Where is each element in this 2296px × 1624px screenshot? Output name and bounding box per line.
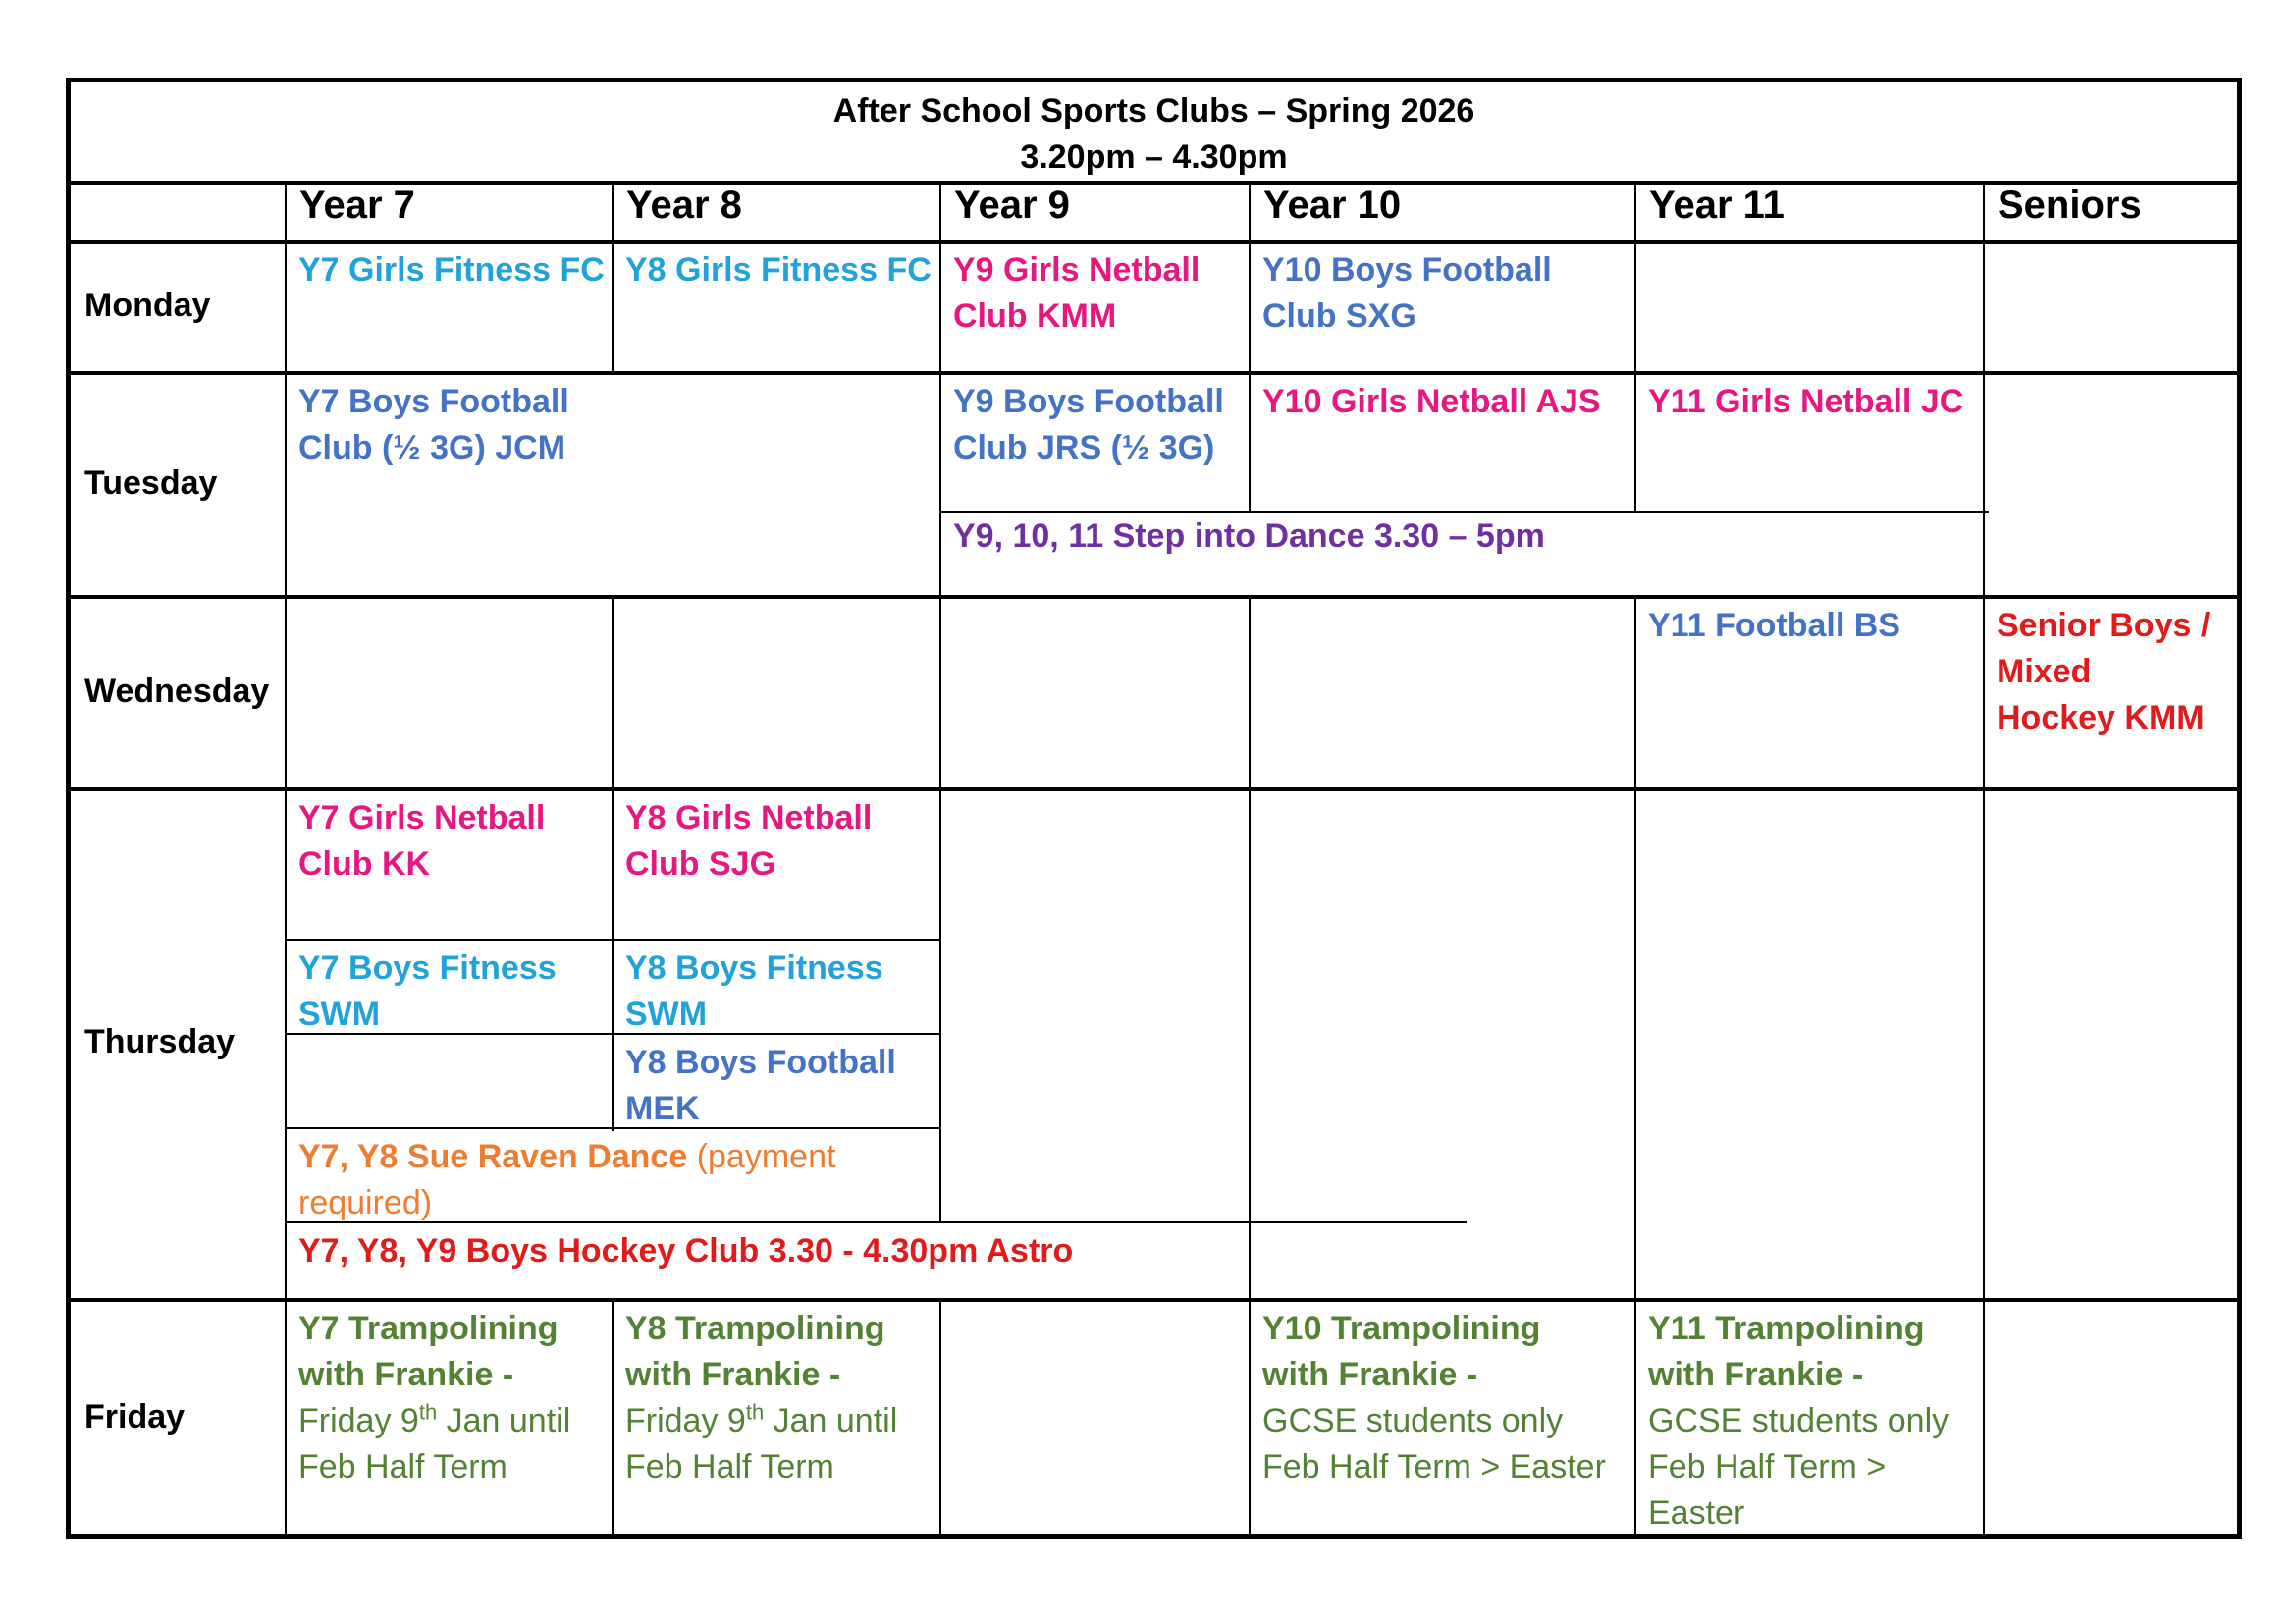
club-line: Y9 Boys Football — [953, 383, 1224, 420]
club-note — [298, 1398, 570, 1444]
club-line: with Frankie - — [298, 1356, 514, 1393]
club-line: Y9 Girls Netball — [953, 251, 1201, 289]
club-line: Y8 Boys Football — [625, 1044, 896, 1081]
club-note: Feb Half Term > — [1648, 1448, 1887, 1486]
club-line: Senior Boys / — [1997, 607, 2211, 644]
club-line: Club (½ 3G) JCM — [298, 429, 566, 466]
club-line: SWM — [298, 996, 381, 1033]
club-line: Club SXG — [1262, 298, 1416, 335]
club-line: Y11 Football BS — [1648, 607, 1900, 644]
club-entry — [1985, 597, 2221, 747]
club-line: Y8 Girls Netball — [625, 799, 873, 837]
club-line: Y8 Boys Fitness — [625, 949, 883, 987]
club-line: Club KMM — [953, 298, 1117, 335]
day-thursday: Thursday — [84, 1023, 236, 1060]
club-entry — [614, 1034, 908, 1138]
header-year-8: Year 8 — [626, 184, 742, 227]
day-tuesday: Tuesday — [84, 464, 218, 502]
day-monday: Monday — [84, 287, 211, 324]
timetable-time: 3.20pm – 4.30pm — [1020, 138, 1288, 176]
club-line: Y11 Girls Netball JC — [1648, 383, 1964, 420]
club-note: Feb Half Term > Easter — [1262, 1448, 1606, 1486]
club-entry — [1251, 373, 1613, 431]
club-entry — [941, 242, 1211, 346]
divider — [1634, 181, 1636, 513]
club-entry — [287, 1300, 582, 1496]
club-line: Y10 Trampolining — [1262, 1310, 1541, 1347]
club-entry — [941, 373, 1236, 477]
club-note — [625, 1398, 897, 1444]
header-year-10: Year 10 — [1263, 184, 1402, 227]
timetable — [66, 78, 2242, 1539]
divider — [939, 1298, 941, 1539]
club-note: GCSE students only — [1262, 1402, 1564, 1439]
club-entry — [614, 789, 883, 893]
club-note: Friday 9 — [625, 1402, 746, 1439]
club-line: with Frankie - — [1648, 1356, 1864, 1393]
club-note: Feb Half Term — [298, 1448, 507, 1486]
club-note: GCSE students only — [1648, 1402, 1949, 1439]
club-line: Y7 Boys Football — [298, 383, 569, 420]
club-entry — [1636, 597, 1912, 655]
club-line: Y7 Boys Fitness — [298, 949, 557, 987]
divider — [1249, 181, 1251, 513]
club-entry — [614, 242, 943, 299]
club-note: Jan until — [437, 1402, 571, 1439]
ordinal-suffix: th — [418, 1399, 438, 1425]
club-note: Friday 9 — [298, 1402, 419, 1439]
club-entry — [287, 242, 616, 299]
club-line: Y8 Trampolining — [625, 1310, 885, 1347]
club-line: Y10 Boys Football — [1262, 251, 1552, 289]
club-line: MEK — [625, 1090, 700, 1127]
club-line: Club KK — [298, 845, 431, 883]
club-entry — [614, 940, 895, 1044]
club-line: SWM — [625, 996, 708, 1033]
club-note: Feb Half Term — [625, 1448, 834, 1486]
club-note: Easter — [1648, 1494, 1745, 1532]
club-note: Jan until — [764, 1402, 898, 1439]
club-name: Y7, Y8 Sue Raven Dance — [298, 1138, 688, 1175]
club-line: Mixed — [1997, 653, 2092, 690]
day-friday: Friday — [84, 1398, 186, 1435]
header-year-9: Year 9 — [954, 184, 1070, 227]
day-wednesday: Wednesday — [84, 673, 270, 710]
club-line — [298, 1134, 835, 1180]
club-entry — [941, 508, 1557, 566]
club-entry — [287, 1128, 847, 1232]
header-year-7: Year 7 — [299, 184, 415, 227]
club-line: with Frankie - — [625, 1356, 841, 1393]
club-line: Y11 Trampolining — [1648, 1310, 1925, 1347]
club-line: Y7 Trampolining — [298, 1310, 559, 1347]
club-entry — [287, 373, 581, 477]
club-line: Club JRS (½ 3G) — [953, 429, 1215, 466]
club-line: Y7, Y8, Y9 Boys Hockey Club 3.30 - 4.30pm Astro — [298, 1232, 1074, 1270]
club-line: Y8 Girls Fitness FC — [625, 251, 932, 289]
club-line: Y9, 10, 11 Step into Dance 3.30 – 5pm — [953, 517, 1545, 555]
club-entry — [287, 1222, 1085, 1280]
club-line: Y7 Girls Fitness FC — [298, 251, 605, 289]
club-entry — [1636, 373, 1975, 431]
club-entry — [287, 940, 568, 1044]
divider — [1983, 181, 1985, 1539]
club-entry — [1251, 242, 1564, 346]
club-line: Hockey KMM — [1997, 699, 2205, 736]
club-line: Y10 Girls Netball AJS — [1262, 383, 1601, 420]
club-line: Club SJG — [625, 845, 776, 883]
header-seniors: Seniors — [1998, 184, 2142, 227]
header-year-11: Year 11 — [1649, 184, 1785, 227]
club-entry — [1636, 1300, 1960, 1543]
club-entry — [287, 789, 557, 893]
club-entry — [1251, 1300, 1618, 1496]
club-note: required) — [298, 1184, 433, 1221]
club-note: (payment — [687, 1138, 836, 1175]
club-line: with Frankie - — [1262, 1356, 1478, 1393]
ordinal-suffix: th — [745, 1399, 765, 1425]
club-entry — [614, 1300, 909, 1496]
club-line: Y7 Girls Netball — [298, 799, 546, 837]
timetable-title: After School Sports Clubs – Spring 2026 — [832, 92, 1475, 130]
